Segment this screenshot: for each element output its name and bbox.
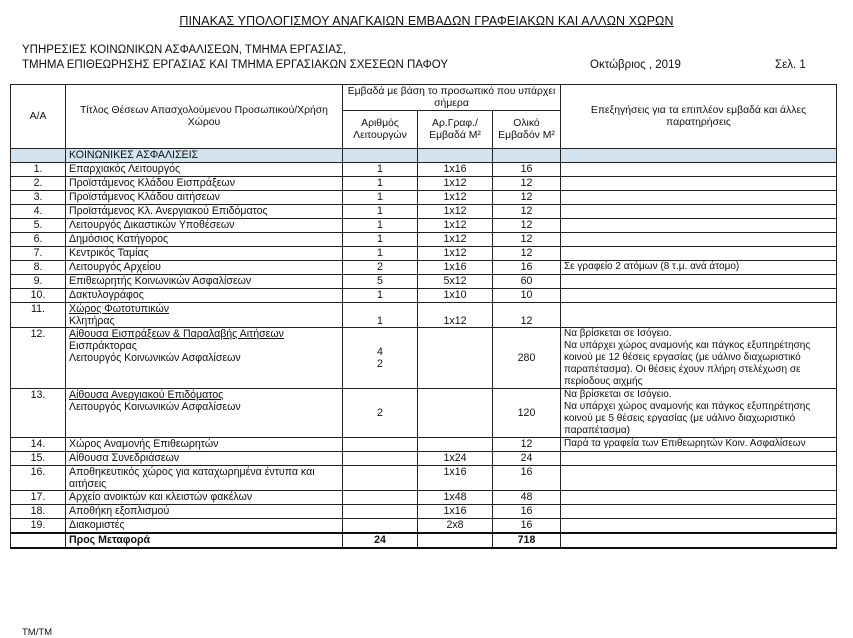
row-number: 8. xyxy=(11,261,66,275)
row-count: 5 xyxy=(343,275,418,289)
row-office: 1x12 xyxy=(418,303,493,328)
room-name: Χώρος Φωτοτυπικών xyxy=(69,303,170,315)
row-number: 18. xyxy=(11,505,66,519)
row-total: 16 xyxy=(493,261,561,275)
section-row xyxy=(11,149,837,163)
row-total: 12 xyxy=(493,233,561,247)
row-number: 11. xyxy=(11,303,66,328)
row-number: 15. xyxy=(11,452,66,466)
row-title: Αποθηκευτικός χώρος για καταχωρημένα έντυπα και αιτήσεις xyxy=(66,466,343,491)
staff-title: Εισπράκτορας xyxy=(69,340,137,352)
row-note xyxy=(561,389,837,438)
row-number: 7. xyxy=(11,247,66,261)
row-title: Αίθουσα Συνεδριάσεων xyxy=(66,452,343,466)
row-note xyxy=(561,328,837,389)
row-count xyxy=(343,328,418,389)
header-group: Εμβαδά με βάση το προσωπικό που υπάρχει σήμερα xyxy=(343,85,561,111)
row-number: 16. xyxy=(11,466,66,491)
row-title: Λειτουργός Αρχείου xyxy=(66,261,343,275)
table-row xyxy=(11,303,837,328)
row-note xyxy=(561,233,837,247)
row-count: 1 xyxy=(343,219,418,233)
row-title: Επιθεωρητής Κοινωνικών Ασφαλίσεων xyxy=(66,275,343,289)
row-title: Λειτουργός Δικαστικών Υποθέσεων xyxy=(66,219,343,233)
row-office: 1x12 xyxy=(418,205,493,219)
document-date: Οκτώβριος , 2019 xyxy=(590,59,681,71)
row-title: Αρχείο ανοικτών και κλειστών φακέλων xyxy=(66,491,343,505)
table-row xyxy=(11,289,837,303)
header-aa: Α/Α xyxy=(11,85,66,149)
total-sum: 718 xyxy=(493,533,561,548)
table-row xyxy=(11,505,837,519)
row-total: 16 xyxy=(493,466,561,491)
area-table xyxy=(10,84,837,549)
table-row xyxy=(11,452,837,466)
staff-title: Κλητήρας xyxy=(69,315,115,327)
row-title: Αποθήκη εξοπλισμού xyxy=(66,505,343,519)
row-office: 1x16 xyxy=(418,505,493,519)
row-number: 9. xyxy=(11,275,66,289)
row-title xyxy=(66,328,343,389)
table-row xyxy=(11,466,837,491)
header-office: Αρ.Γραφ./ Εμβαδά Μ² xyxy=(418,111,493,149)
table-row xyxy=(11,163,837,177)
row-title: Κεντρικός Ταμίας xyxy=(66,247,343,261)
row-note xyxy=(561,163,837,177)
row-office: 1x16 xyxy=(418,163,493,177)
row-office: 1x24 xyxy=(418,452,493,466)
note-line: Να βρίσκεται σε Ισόγειο. xyxy=(564,328,672,339)
row-title: Προϊστάμενος Κλ. Ανεργιακού Επιδόματος xyxy=(66,205,343,219)
row-number: 12. xyxy=(11,328,66,389)
row-note xyxy=(561,219,837,233)
count-value: 4 xyxy=(377,346,383,358)
row-total: 12 xyxy=(493,205,561,219)
row-count: 1 xyxy=(343,205,418,219)
row-title: Διακομιστές xyxy=(66,519,343,534)
row-note: Σε γραφείο 2 ατόμων (8 τ.μ. ανά άτομο) xyxy=(561,261,837,275)
header-title: Τίτλος Θέσεων Απασχολούμενου Προσωπικού/Χρήση Χώρου xyxy=(66,85,343,149)
row-count: 1 xyxy=(343,233,418,247)
row-note xyxy=(561,247,837,261)
note-line: Να υπάρχει χώρος αναμονής και πάγκος εξυπηρέτησης κοινού με 12 θέσεις εργασίας (με υάλινο διαχωριστικό παραπέτασμα). Οι θέσεις έχουν πλήρη στελέχωση σε περίοδους αιχμής xyxy=(564,340,811,387)
row-number: 1. xyxy=(11,163,66,177)
row-note: Παρά τα γραφεία των Επιθεωρητών Κοιν. Ασφαλίσεων xyxy=(561,438,837,452)
row-total: 12 xyxy=(493,247,561,261)
row-total: 12 xyxy=(493,191,561,205)
total-row xyxy=(11,533,837,548)
staff-title: Λειτουργός Κοινωνικών Ασφαλίσεων xyxy=(69,401,241,413)
table-row xyxy=(11,191,837,205)
row-office: 1x12 xyxy=(418,191,493,205)
row-count: 1 xyxy=(343,163,418,177)
table-row xyxy=(11,519,837,534)
row-office: 1x12 xyxy=(418,219,493,233)
row-number: 5. xyxy=(11,219,66,233)
document-title: ΠΙΝΑΚΑΣ ΥΠΟΛΟΓΙΣΜΟΥ ΑΝΑΓΚΑΙΩΝ ΕΜΒΑΔΩΝ ΓΡΑΦΕΙΑΚΩΝ ΚΑΙ ΑΛΛΩΝ ΧΩΡΩΝ xyxy=(179,14,674,28)
department-line-2: ΤΜΗΜΑ ΕΠΙΘΕΩΡΗΣΗΣ ΕΡΓΑΣΙΑΣ ΚΑΙ ΤΜΗΜΑ ΕΡΓΑΣΙΑΚΩΝ ΣΧΕΣΕΩΝ ΠΑΦΟΥ xyxy=(22,59,449,71)
row-number: 19. xyxy=(11,519,66,534)
row-number: 2. xyxy=(11,177,66,191)
table-row xyxy=(11,261,837,275)
table-row xyxy=(11,205,837,219)
row-total: 16 xyxy=(493,163,561,177)
row-note xyxy=(561,177,837,191)
row-note xyxy=(561,205,837,219)
page-number: Σελ. 1 xyxy=(775,59,806,71)
row-office: 1x10 xyxy=(418,289,493,303)
row-count: 1 xyxy=(343,303,418,328)
table-row xyxy=(11,389,837,438)
row-number: 10. xyxy=(11,289,66,303)
table-row xyxy=(11,177,837,191)
table-row xyxy=(11,219,837,233)
row-total: 16 xyxy=(493,505,561,519)
row-title xyxy=(66,389,343,438)
row-note xyxy=(561,289,837,303)
row-count: 1 xyxy=(343,177,418,191)
table-row xyxy=(11,438,837,452)
row-count: 1 xyxy=(343,191,418,205)
row-total: 24 xyxy=(493,452,561,466)
row-total: 12 xyxy=(493,303,561,328)
note-line: Να βρίσκεται σε Ισόγειο. xyxy=(564,389,672,400)
row-title: Προϊστάμενος Κλάδου αιτήσεων xyxy=(66,191,343,205)
total-count: 24 xyxy=(343,533,418,548)
row-title: Δημόσιος Κατήγορος xyxy=(66,233,343,247)
section-title: ΚΟΙΝΩΝΙΚΕΣ ΑΣΦΑΛΙΣΕΙΣ xyxy=(66,149,343,163)
row-total: 16 xyxy=(493,519,561,534)
row-count: 1 xyxy=(343,247,418,261)
room-name: Αίθουσα Ανεργιακού Επιδόματος xyxy=(69,389,224,401)
table-row xyxy=(11,328,837,389)
row-total: 12 xyxy=(493,438,561,452)
row-note xyxy=(561,191,837,205)
row-office: 1x48 xyxy=(418,491,493,505)
row-number: 6. xyxy=(11,233,66,247)
row-number: 17. xyxy=(11,491,66,505)
row-office: 5x12 xyxy=(418,275,493,289)
row-number: 3. xyxy=(11,191,66,205)
row-office: 1x12 xyxy=(418,233,493,247)
row-title: Επαρχιακός Λειτουργός xyxy=(66,163,343,177)
row-count: 2 xyxy=(343,261,418,275)
row-office: 2x8 xyxy=(418,519,493,534)
row-total: 280 xyxy=(493,328,561,389)
row-number: 13. xyxy=(11,389,66,438)
table-row xyxy=(11,247,837,261)
row-title: Δακτυλογράφος xyxy=(66,289,343,303)
row-total: 12 xyxy=(493,177,561,191)
row-total: 60 xyxy=(493,275,561,289)
initials-footer: ΤΜ/ΤΜ xyxy=(22,627,53,638)
header-count: Αριθμός Λειτουργών xyxy=(343,111,418,149)
row-office: 1x12 xyxy=(418,247,493,261)
row-total: 10 xyxy=(493,289,561,303)
row-office: 1x16 xyxy=(418,261,493,275)
row-office: 1x12 xyxy=(418,177,493,191)
table-row xyxy=(11,491,837,505)
row-count: 1 xyxy=(343,289,418,303)
row-note xyxy=(561,275,837,289)
room-name: Αίθουσα Εισπράξεων & Παραλαβής Αιτήσεων xyxy=(69,328,284,340)
row-number: 4. xyxy=(11,205,66,219)
table-row xyxy=(11,233,837,247)
note-line: Να υπάρχει χώρος αναμονής και πάγκος εξυπηρέτησης κοινού με 5 θέσεις εργασίας (με υάλινο διαχωριστικό παραπέτασμα) xyxy=(564,401,811,436)
row-title xyxy=(66,303,343,328)
row-total: 12 xyxy=(493,219,561,233)
row-title: Προϊστάμενος Κλάδου Εισπράξεων xyxy=(66,177,343,191)
row-title: Χώρος Αναμονής Επιθεωρητών xyxy=(66,438,343,452)
department-line-1: ΥΠΗΡΕΣΙΕΣ ΚΟΙΝΩΝΙΚΩΝ ΑΣΦΑΛΙΣΕΩΝ, ΤΜΗΜΑ ΕΡΓΑΣΙΑΣ, xyxy=(22,44,347,56)
staff-title: Λειτουργός Κοινωνικών Ασφαλίσεων xyxy=(69,352,241,364)
row-number: 14. xyxy=(11,438,66,452)
header-notes: Επεξηγήσεις για τα επιπλέον εμβαδά και άλλες παρατηρήσεις xyxy=(561,85,837,149)
row-count: 2 xyxy=(343,389,418,438)
row-office: 1x16 xyxy=(418,466,493,491)
table-row xyxy=(11,275,837,289)
row-total: 48 xyxy=(493,491,561,505)
header-total: Ολικό Εμβαδόν Μ² xyxy=(493,111,561,149)
row-total: 120 xyxy=(493,389,561,438)
count-value: 2 xyxy=(377,358,383,370)
total-label: Προς Μεταφορά xyxy=(66,533,343,548)
